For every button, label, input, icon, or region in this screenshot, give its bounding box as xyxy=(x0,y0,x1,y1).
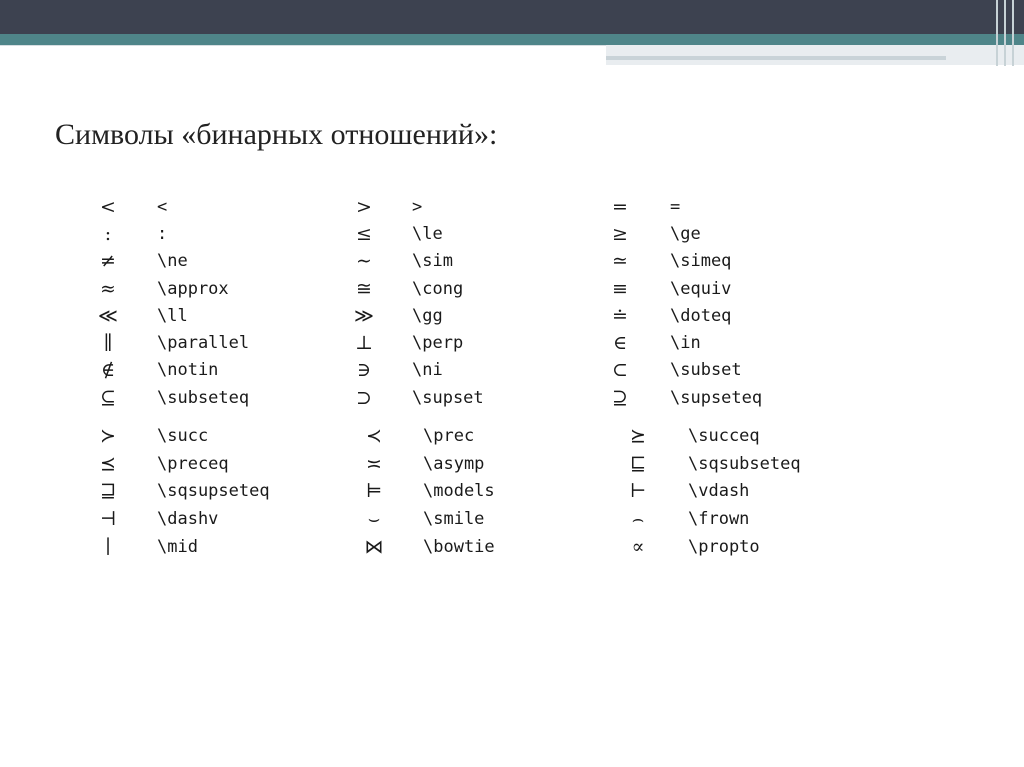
latex-command: \smile xyxy=(423,509,485,529)
latex-command: \ni xyxy=(412,360,443,380)
symbol-glyph: ⊆ xyxy=(100,387,116,409)
latex-command: \subset xyxy=(670,360,742,380)
latex-command: \models xyxy=(423,481,495,501)
symbol-glyph: ∋ xyxy=(356,359,372,381)
latex-command: \mid xyxy=(157,537,198,557)
top-bar-teal xyxy=(0,34,1024,45)
latex-command: \equiv xyxy=(670,279,732,299)
symbol-glyph: ⪰ xyxy=(630,425,646,447)
latex-command: < xyxy=(157,197,168,217)
latex-command: \vdash xyxy=(688,481,750,501)
latex-command: \succ xyxy=(157,426,209,446)
symbol-glyph: ⊣ xyxy=(99,508,117,530)
symbol-glyph: ⊇ xyxy=(612,387,628,409)
decor-vline xyxy=(1004,0,1006,66)
latex-command: = xyxy=(670,197,681,217)
symbol-glyph: ⊂ xyxy=(612,359,628,381)
latex-command: \gg xyxy=(412,306,443,326)
latex-command: \ge xyxy=(670,224,701,244)
top-bar-light xyxy=(606,45,1024,65)
latex-command: \doteq xyxy=(670,306,732,326)
latex-command: \notin xyxy=(157,360,219,380)
latex-command: \ll xyxy=(157,306,188,326)
top-bar-dark xyxy=(0,0,1024,34)
symbol-glyph: > xyxy=(356,196,372,218)
latex-command: \succeq xyxy=(688,426,760,446)
symbol-glyph: ∣ xyxy=(105,536,111,558)
symbol-glyph: ≅ xyxy=(356,278,372,300)
symbol-glyph: : xyxy=(104,223,112,245)
latex-command: \propto xyxy=(688,537,760,557)
symbol-glyph: ≻ xyxy=(100,425,116,447)
symbol-glyph: ∼ xyxy=(356,250,372,272)
latex-command: \in xyxy=(670,333,701,353)
symbol-glyph: ≥ xyxy=(612,223,628,245)
latex-command: \supset xyxy=(412,388,484,408)
symbol-glyph: ≈ xyxy=(100,278,116,300)
symbol-glyph: = xyxy=(612,196,628,218)
decor-vline xyxy=(1012,0,1014,66)
symbol-glyph: ⊨ xyxy=(365,480,383,502)
symbol-glyph: ⪯ xyxy=(100,453,116,475)
latex-command: \parallel xyxy=(157,333,250,353)
symbol-glyph: ∥ xyxy=(103,332,113,354)
symbol-glyph: ∈ xyxy=(612,332,628,354)
latex-command: \supseteq xyxy=(670,388,763,408)
latex-command: \subseteq xyxy=(157,388,250,408)
symbol-glyph: ≤ xyxy=(356,223,372,245)
latex-command: \sqsubseteq xyxy=(688,454,801,474)
decor-vline xyxy=(996,0,998,66)
symbol-glyph: ≺ xyxy=(366,425,382,447)
symbol-glyph: ⊢ xyxy=(629,480,647,502)
latex-command: \simeq xyxy=(670,251,732,271)
symbol-glyph: ∉ xyxy=(100,359,116,381)
symbol-glyph: ≪ xyxy=(98,305,118,327)
top-divider-line xyxy=(0,45,606,46)
latex-command: \approx xyxy=(157,279,229,299)
symbol-glyph: ≐ xyxy=(612,305,628,327)
latex-command: \preceq xyxy=(157,454,229,474)
symbol-glyph: ≍ xyxy=(366,453,382,475)
symbol-glyph: ≠ xyxy=(100,250,116,272)
symbol-glyph: ≫ xyxy=(354,305,374,327)
latex-command: \prec xyxy=(423,426,475,446)
top-bar-light-stripe xyxy=(606,56,946,60)
symbol-glyph: < xyxy=(100,196,116,218)
latex-command: : xyxy=(157,224,168,244)
symbol-glyph: ≃ xyxy=(612,250,628,272)
symbol-glyph: ⌢ xyxy=(631,508,645,530)
latex-command: \dashv xyxy=(157,509,219,529)
latex-command: \sqsupseteq xyxy=(157,481,270,501)
symbol-glyph: ⊃ xyxy=(356,387,372,409)
slide-title: Символы «бинарных отношений»: xyxy=(55,118,498,151)
symbol-glyph: ⊑ xyxy=(629,453,647,475)
latex-command: \bowtie xyxy=(423,537,495,557)
symbol-glyph: ⌣ xyxy=(367,508,381,530)
latex-command: \sim xyxy=(412,251,453,271)
symbol-glyph: ∝ xyxy=(631,536,645,558)
symbol-glyph: ⊒ xyxy=(99,480,117,502)
latex-command: \asymp xyxy=(423,454,485,474)
latex-command: \frown xyxy=(688,509,750,529)
latex-command: \ne xyxy=(157,251,188,271)
latex-command: \perp xyxy=(412,333,464,353)
symbol-glyph: ⊥ xyxy=(355,332,373,354)
latex-command: \cong xyxy=(412,279,464,299)
latex-command: \le xyxy=(412,224,443,244)
symbol-glyph: ⋈ xyxy=(364,536,384,558)
latex-command: > xyxy=(412,197,423,217)
symbol-glyph: ≡ xyxy=(612,278,628,300)
